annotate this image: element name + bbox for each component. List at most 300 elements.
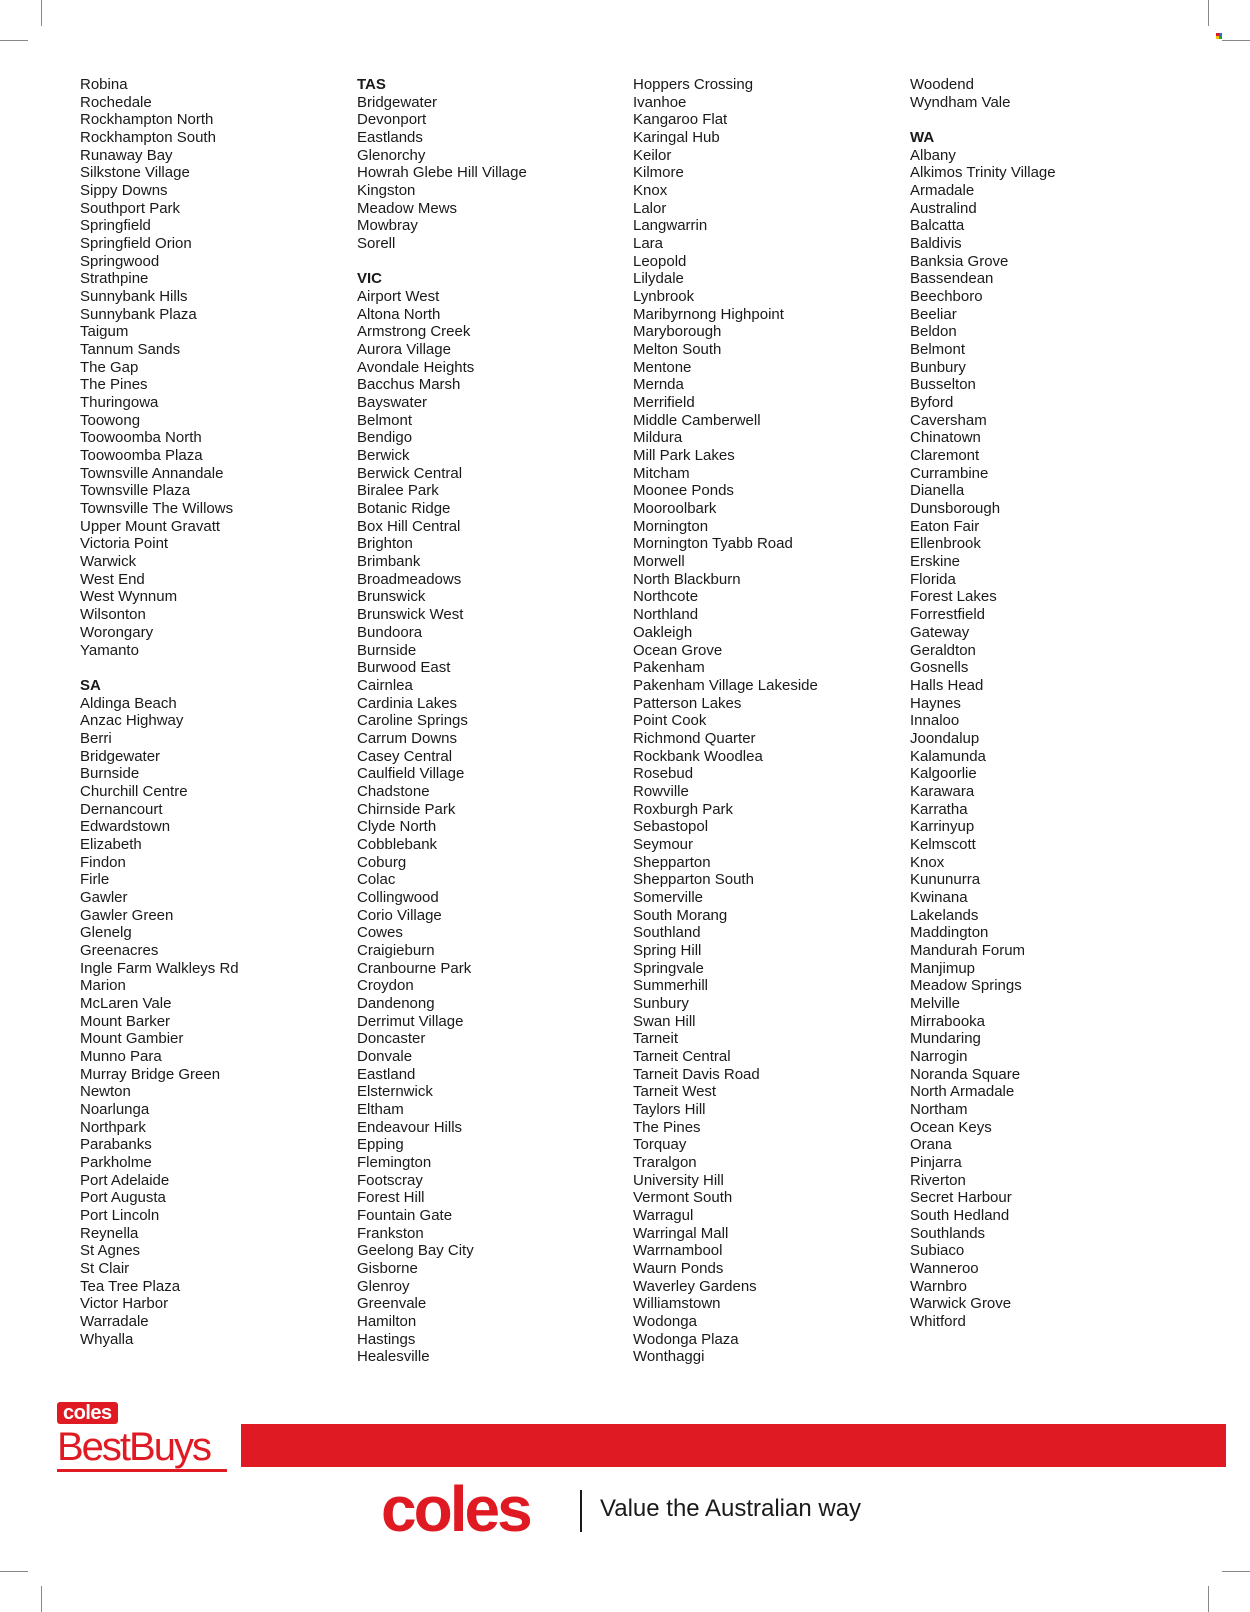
store-name: Patterson Lakes bbox=[633, 694, 742, 712]
coles-badge: coles bbox=[57, 1402, 118, 1424]
store-name: Ocean Grove bbox=[633, 641, 723, 659]
store-name: Avondale Heights bbox=[357, 358, 475, 376]
state-heading: WA bbox=[910, 129, 935, 147]
store-name: Gawler bbox=[80, 888, 128, 906]
bestbuys-underline bbox=[57, 1469, 227, 1472]
store-name: Byford bbox=[910, 394, 954, 412]
store-name: Wodonga bbox=[633, 1313, 697, 1331]
store-name: Pakenham bbox=[633, 659, 705, 677]
store-name: Manjimup bbox=[910, 959, 976, 977]
store-name: Noarlunga bbox=[80, 1100, 150, 1118]
store-name: Northland bbox=[633, 606, 699, 624]
store-name: Beeliar bbox=[910, 305, 957, 323]
state-heading: VIC bbox=[357, 270, 383, 288]
store-name: Cobblebank bbox=[357, 835, 438, 853]
store-name: Berri bbox=[80, 729, 112, 747]
store-name: Williamstown bbox=[633, 1295, 721, 1313]
store-name: Mount Barker bbox=[80, 1012, 171, 1030]
store-name: Vermont South bbox=[633, 1189, 733, 1207]
store-name: Torquay bbox=[633, 1136, 687, 1154]
store-name: Runaway Bay bbox=[80, 146, 173, 164]
store-name: Flemington bbox=[357, 1153, 432, 1171]
store-name: Lalor bbox=[633, 199, 667, 217]
store-name: Pakenham Village Lakeside bbox=[633, 676, 818, 694]
store-name: Cranbourne Park bbox=[357, 959, 472, 977]
store-name: Oakleigh bbox=[633, 623, 693, 641]
store-name: Banksia Grove bbox=[910, 252, 1009, 270]
store-name: Traralgon bbox=[633, 1153, 697, 1171]
store-name: Donvale bbox=[357, 1047, 413, 1065]
store-name: Rockbank Woodlea bbox=[633, 747, 763, 765]
store-name: Mowbray bbox=[357, 217, 418, 235]
store-name: Langwarrin bbox=[633, 217, 708, 235]
store-name: Chinatown bbox=[910, 429, 981, 447]
store-name: Summerhill bbox=[633, 977, 709, 995]
store-name: Baldivis bbox=[910, 235, 962, 253]
store-name: Richmond Quarter bbox=[633, 729, 756, 747]
store-name: Woodend bbox=[910, 76, 974, 93]
store-name: Merrifield bbox=[633, 394, 695, 412]
store-name: Townsville Plaza bbox=[80, 482, 191, 500]
store-name: Tea Tree Plaza bbox=[80, 1277, 181, 1295]
store-name: Burwood East bbox=[357, 659, 451, 677]
crop-mark bbox=[0, 1571, 28, 1572]
store-name: Kalgoorlie bbox=[910, 765, 977, 783]
store-name: Rochedale bbox=[80, 93, 152, 111]
store-name: Burnside bbox=[80, 765, 140, 783]
store-name: Currambine bbox=[910, 464, 989, 482]
store-name: McLaren Vale bbox=[80, 994, 172, 1012]
store-name: Dandenong bbox=[357, 994, 435, 1012]
store-name: Rockhampton North bbox=[80, 111, 214, 129]
store-name: Roxburgh Park bbox=[633, 800, 734, 818]
store-name: Wyndham Vale bbox=[910, 93, 1011, 111]
store-name: Toowong bbox=[80, 411, 141, 429]
store-name: The Gap bbox=[80, 358, 139, 376]
store-name: Karrinyup bbox=[910, 818, 975, 836]
store-name: Kununurra bbox=[910, 871, 981, 889]
store-name: Wilsonton bbox=[80, 606, 146, 624]
store-name: Bayswater bbox=[357, 394, 428, 412]
store-name: Eaton Fair bbox=[910, 517, 980, 535]
store-name: Gateway bbox=[910, 623, 970, 641]
store-name: Rockhampton South bbox=[80, 129, 216, 147]
store-name: Firle bbox=[80, 871, 110, 889]
store-name: Marion bbox=[80, 977, 126, 995]
store-name: Mernda bbox=[633, 376, 684, 394]
store-name: Alkimos Trinity Village bbox=[910, 164, 1056, 182]
store-name: North Armadale bbox=[910, 1083, 1015, 1101]
store-name: Mornington Tyabb Road bbox=[633, 535, 793, 553]
store-name: Geelong Bay City bbox=[357, 1242, 474, 1260]
store-name: Rosebud bbox=[633, 765, 694, 783]
store-name: Devonport bbox=[357, 111, 427, 129]
store-name: Lynbrook bbox=[633, 288, 695, 306]
store-name: Belmont bbox=[357, 411, 413, 429]
store-name: Seymour bbox=[633, 835, 694, 853]
store-name: Caroline Springs bbox=[357, 712, 468, 730]
store-name: Botanic Ridge bbox=[357, 500, 451, 518]
store-name: Tarneit Davis Road bbox=[633, 1065, 760, 1083]
store-name: Beechboro bbox=[910, 288, 983, 306]
store-name: Beldon bbox=[910, 323, 957, 341]
store-name: Busselton bbox=[910, 376, 976, 394]
store-name: Karingal Hub bbox=[633, 129, 720, 147]
store-name: Belmont bbox=[910, 341, 966, 359]
store-name: Howrah Glebe Hill Village bbox=[357, 164, 527, 182]
store-name: Haynes bbox=[910, 694, 961, 712]
store-name: Collingwood bbox=[357, 888, 439, 906]
store-name: Chadstone bbox=[357, 782, 430, 800]
store-name: Kingston bbox=[357, 182, 416, 200]
store-name: Mornington bbox=[633, 517, 709, 535]
store-name: Bassendean bbox=[910, 270, 994, 288]
store-name: Maribyrnong Highpoint bbox=[633, 305, 784, 323]
store-column-3 bbox=[633, 76, 895, 1366]
store-name: Upper Mount Gravatt bbox=[80, 517, 221, 535]
store-name: Dernancourt bbox=[80, 800, 163, 818]
store-name: Southland bbox=[633, 924, 701, 942]
store-name: Karratha bbox=[910, 800, 968, 818]
store-name: Ellenbrook bbox=[910, 535, 981, 553]
store-name: Geraldton bbox=[910, 641, 976, 659]
store-name: Tannum Sands bbox=[80, 341, 181, 359]
store-name: Chirnside Park bbox=[357, 800, 456, 818]
store-name: Victoria Point bbox=[80, 535, 169, 553]
store-name: Bendigo bbox=[357, 429, 413, 447]
store-name: Warwick bbox=[80, 553, 137, 571]
store-name: Greenacres bbox=[80, 941, 159, 959]
store-name: Gawler Green bbox=[80, 906, 174, 924]
store-name: Churchill Centre bbox=[80, 782, 188, 800]
store-name: Joondalup bbox=[910, 729, 980, 747]
store-name: Maryborough bbox=[633, 323, 722, 341]
store-name: Munno Para bbox=[80, 1047, 162, 1065]
store-name: Rowville bbox=[633, 782, 689, 800]
store-name: Eastlands bbox=[357, 129, 423, 147]
store-name: Craigieburn bbox=[357, 941, 435, 959]
store-name: Springvale bbox=[633, 959, 704, 977]
store-name: Erskine bbox=[910, 553, 961, 571]
store-name: Innaloo bbox=[910, 712, 960, 730]
store-name: Wonthaggi bbox=[633, 1348, 705, 1366]
store-name: Townsville The Willows bbox=[80, 500, 234, 518]
footer-divider bbox=[580, 1490, 582, 1532]
store-name: Springwood bbox=[80, 252, 160, 270]
store-name: Dianella bbox=[910, 482, 965, 500]
store-name: Riverton bbox=[910, 1171, 966, 1189]
store-name: Somerville bbox=[633, 888, 704, 906]
store-name: North Blackburn bbox=[633, 570, 741, 588]
store-name: Taigum bbox=[80, 323, 129, 341]
store-name: Mentone bbox=[633, 358, 692, 376]
store-name: Elizabeth bbox=[80, 835, 142, 853]
store-name: Armadale bbox=[910, 182, 975, 200]
store-name: Tarneit West bbox=[633, 1083, 717, 1101]
store-name: Springfield Orion bbox=[80, 235, 192, 253]
store-list bbox=[0, 76, 1250, 1366]
store-name: Springfield bbox=[80, 217, 151, 235]
store-name: Newton bbox=[80, 1083, 131, 1101]
store-name: Warnbro bbox=[910, 1277, 967, 1295]
store-name: Footscray bbox=[357, 1171, 423, 1189]
store-name: Sunnybank Plaza bbox=[80, 305, 197, 323]
store-name: Ocean Keys bbox=[910, 1118, 992, 1136]
store-name: Glenorchy bbox=[357, 146, 426, 164]
store-name: Gisborne bbox=[357, 1260, 418, 1278]
store-name: Glenelg bbox=[80, 924, 132, 942]
store-name: Fountain Gate bbox=[357, 1207, 453, 1224]
store-name: Lakelands bbox=[910, 906, 979, 924]
store-name: Orana bbox=[910, 1136, 952, 1154]
section-spacer bbox=[80, 659, 342, 677]
store-name: Morwell bbox=[633, 553, 685, 571]
store-name: Waurn Ponds bbox=[633, 1260, 724, 1278]
store-name: Strathpine bbox=[80, 270, 149, 288]
store-name: Bridgewater bbox=[357, 93, 438, 111]
crop-mark bbox=[0, 40, 28, 41]
state-heading: TAS bbox=[357, 76, 386, 93]
store-name: Kilmore bbox=[633, 164, 684, 182]
store-name: Whyalla bbox=[80, 1330, 134, 1348]
store-name: Coburg bbox=[357, 853, 407, 871]
store-name: Eltham bbox=[357, 1100, 404, 1118]
section-spacer bbox=[910, 111, 1172, 129]
store-name: The Pines bbox=[633, 1118, 701, 1136]
store-name: Port Adelaide bbox=[80, 1171, 170, 1189]
store-name: Mandurah Forum bbox=[910, 941, 1026, 959]
store-name: Warwick Grove bbox=[910, 1295, 1012, 1313]
store-name: Endeavour Hills bbox=[357, 1118, 463, 1136]
store-name: Mundaring bbox=[910, 1030, 981, 1048]
store-name: Middle Camberwell bbox=[633, 411, 761, 429]
store-name: Shepparton bbox=[633, 853, 711, 871]
store-name: Croydon bbox=[357, 977, 414, 995]
store-name: Carrum Downs bbox=[357, 729, 458, 747]
store-name: Toowoomba North bbox=[80, 429, 202, 447]
store-name: Shepparton South bbox=[633, 871, 754, 889]
store-name: Florida bbox=[910, 570, 956, 588]
store-name: Cairnlea bbox=[357, 676, 413, 694]
store-name: Reynella bbox=[80, 1224, 139, 1242]
store-name: Toowoomba Plaza bbox=[80, 447, 203, 465]
store-name: Bundoora bbox=[357, 623, 423, 641]
store-name: Kelmscott bbox=[910, 835, 976, 853]
crop-mark bbox=[1222, 40, 1250, 41]
state-heading: SA bbox=[80, 676, 101, 694]
store-name: Epping bbox=[357, 1136, 404, 1154]
store-name: Knox bbox=[910, 853, 945, 871]
store-name: Mirrabooka bbox=[910, 1012, 986, 1030]
store-name: Tarneit bbox=[633, 1030, 679, 1048]
crop-mark bbox=[41, 0, 42, 26]
store-name: Warringal Mall bbox=[633, 1224, 729, 1242]
store-name: Derrimut Village bbox=[357, 1012, 464, 1030]
store-name: Port Augusta bbox=[80, 1189, 166, 1207]
store-name: Altona North bbox=[357, 305, 441, 323]
store-column-4 bbox=[910, 76, 1172, 1331]
store-name: Noranda Square bbox=[910, 1065, 1021, 1083]
store-name: Ingle Farm Walkleys Rd bbox=[80, 959, 239, 977]
store-name: Mildura bbox=[633, 429, 683, 447]
store-name: The Pines bbox=[80, 376, 148, 394]
store-name: Narrogin bbox=[910, 1047, 968, 1065]
store-name: Frankston bbox=[357, 1224, 424, 1242]
store-name: West Wynnum bbox=[80, 588, 178, 606]
store-name: Murray Bridge Green bbox=[80, 1065, 221, 1083]
store-name: Tarneit Central bbox=[633, 1047, 731, 1065]
store-name: Forest Lakes bbox=[910, 588, 997, 606]
store-name: Halls Head bbox=[910, 676, 984, 694]
store-name: Karawara bbox=[910, 782, 975, 800]
store-name: Balcatta bbox=[910, 217, 965, 235]
store-name: Hamilton bbox=[357, 1313, 417, 1331]
store-column-1 bbox=[80, 76, 342, 1348]
bestbuys-wordmark bbox=[57, 1426, 227, 1472]
store-name: Forrestfield bbox=[910, 606, 986, 624]
store-name: Parabanks bbox=[80, 1136, 152, 1154]
store-name: Colac bbox=[357, 871, 396, 889]
store-name: Mill Park Lakes bbox=[633, 447, 735, 465]
store-name: Clyde North bbox=[357, 818, 437, 836]
store-name: Spring Hill bbox=[633, 941, 702, 959]
section-spacer bbox=[357, 253, 619, 271]
store-name: Aldinga Beach bbox=[80, 694, 177, 712]
store-name: Warradale bbox=[80, 1313, 149, 1331]
store-name: Warragul bbox=[633, 1207, 694, 1224]
store-name: Bridgewater bbox=[80, 747, 161, 765]
store-name: Brunswick bbox=[357, 588, 426, 606]
store-name: Healesville bbox=[357, 1348, 430, 1366]
store-name: Hoppers Crossing bbox=[633, 76, 754, 93]
store-name: Mooroolbark bbox=[633, 500, 717, 518]
store-name: Anzac Highway bbox=[80, 712, 184, 730]
store-name: Northam bbox=[910, 1100, 968, 1118]
store-name: University Hill bbox=[633, 1171, 724, 1189]
store-name: Southport Park bbox=[80, 199, 181, 217]
store-name: Meadow Mews bbox=[357, 199, 458, 217]
store-name: Burnside bbox=[357, 641, 417, 659]
store-name: Kangaroo Flat bbox=[633, 111, 728, 129]
store-name: Subiaco bbox=[910, 1242, 965, 1260]
store-name: Thuringowa bbox=[80, 394, 159, 412]
store-name: Corio Village bbox=[357, 906, 442, 924]
store-name: Sunnybank Hills bbox=[80, 288, 188, 306]
store-name: Taylors Hill bbox=[633, 1100, 706, 1118]
store-name: Brighton bbox=[357, 535, 413, 553]
store-name: Glenroy bbox=[357, 1277, 410, 1295]
store-name: Forest Hill bbox=[357, 1189, 425, 1207]
store-name: St Clair bbox=[80, 1260, 130, 1278]
store-name: Brimbank bbox=[357, 553, 421, 571]
store-name: Sorell bbox=[357, 235, 396, 253]
store-name: Lilydale bbox=[633, 270, 684, 288]
store-name: Worongary bbox=[80, 623, 154, 641]
store-name: Point Cook bbox=[633, 712, 707, 730]
store-name: Greenvale bbox=[357, 1295, 427, 1313]
store-name: Mount Gambier bbox=[80, 1030, 184, 1048]
store-name: Knox bbox=[633, 182, 668, 200]
store-name: Victor Harbor bbox=[80, 1295, 169, 1313]
store-name: Parkholme bbox=[80, 1153, 152, 1171]
store-name: Secret Harbour bbox=[910, 1189, 1012, 1207]
store-name: Kwinana bbox=[910, 888, 968, 906]
store-name: Aurora Village bbox=[357, 341, 451, 359]
store-name: Waverley Gardens bbox=[633, 1277, 757, 1295]
store-name: Sippy Downs bbox=[80, 182, 168, 200]
store-name: Berwick bbox=[357, 447, 410, 465]
store-name: Elsternwick bbox=[357, 1083, 433, 1101]
coles-footer-logo: coles bbox=[381, 1473, 530, 1545]
store-name: Silkstone Village bbox=[80, 164, 190, 182]
store-name: Yamanto bbox=[80, 641, 139, 659]
store-name: Whitford bbox=[910, 1313, 966, 1331]
store-name: St Agnes bbox=[80, 1242, 141, 1260]
store-column-2 bbox=[357, 76, 619, 1366]
store-name: Box Hill Central bbox=[357, 517, 461, 535]
store-name: Southlands bbox=[910, 1224, 986, 1242]
bestbuys-text: BestBuys bbox=[57, 1425, 210, 1469]
store-name: Northpark bbox=[80, 1118, 146, 1136]
store-name: Meadow Springs bbox=[910, 977, 1022, 995]
store-name: Maddington bbox=[910, 924, 989, 942]
store-name: Australind bbox=[910, 199, 977, 217]
store-name: Melton South bbox=[633, 341, 722, 359]
store-name: Lara bbox=[633, 235, 664, 253]
store-name: Biralee Park bbox=[357, 482, 439, 500]
store-name: Pinjarra bbox=[910, 1153, 962, 1171]
store-name: Findon bbox=[80, 853, 126, 871]
store-name: Sunbury bbox=[633, 994, 689, 1012]
store-name: Doncaster bbox=[357, 1030, 426, 1048]
store-name: Dunsborough bbox=[910, 500, 1001, 518]
store-name: Sebastopol bbox=[633, 818, 709, 836]
store-name: Casey Central bbox=[357, 747, 453, 765]
store-name: Robina bbox=[80, 76, 128, 93]
crop-mark bbox=[41, 1586, 42, 1612]
store-name: Kalamunda bbox=[910, 747, 986, 765]
store-name: Brunswick West bbox=[357, 606, 464, 624]
store-name: Caversham bbox=[910, 411, 987, 429]
store-name: Keilor bbox=[633, 146, 672, 164]
color-registration-mark bbox=[1216, 33, 1222, 39]
store-name: Warrnambool bbox=[633, 1242, 723, 1260]
store-name: Swan Hill bbox=[633, 1012, 696, 1030]
crop-mark bbox=[1208, 0, 1209, 26]
red-banner bbox=[241, 1424, 1226, 1467]
store-name: Broadmeadows bbox=[357, 570, 462, 588]
store-name: West End bbox=[80, 570, 145, 588]
store-name: Mitcham bbox=[633, 464, 690, 482]
store-name: Cardinia Lakes bbox=[357, 694, 458, 712]
store-name: Bunbury bbox=[910, 358, 966, 376]
footer-tagline: Value the Australian way bbox=[600, 1495, 862, 1522]
store-name: Melville bbox=[910, 994, 961, 1012]
crop-mark bbox=[1208, 1586, 1209, 1612]
store-name: Port Lincoln bbox=[80, 1207, 160, 1224]
store-name: Edwardstown bbox=[80, 818, 171, 836]
store-name: South Hedland bbox=[910, 1207, 1010, 1224]
store-name: Hastings bbox=[357, 1330, 416, 1348]
store-name: Moonee Ponds bbox=[633, 482, 734, 500]
store-name: Wanneroo bbox=[910, 1260, 979, 1278]
store-name: Claremont bbox=[910, 447, 980, 465]
store-name: Caulfield Village bbox=[357, 765, 465, 783]
store-name: Cowes bbox=[357, 924, 403, 942]
store-name: Townsville Annandale bbox=[80, 464, 224, 482]
store-name: Airport West bbox=[357, 288, 440, 306]
store-name: Bacchus Marsh bbox=[357, 376, 461, 394]
